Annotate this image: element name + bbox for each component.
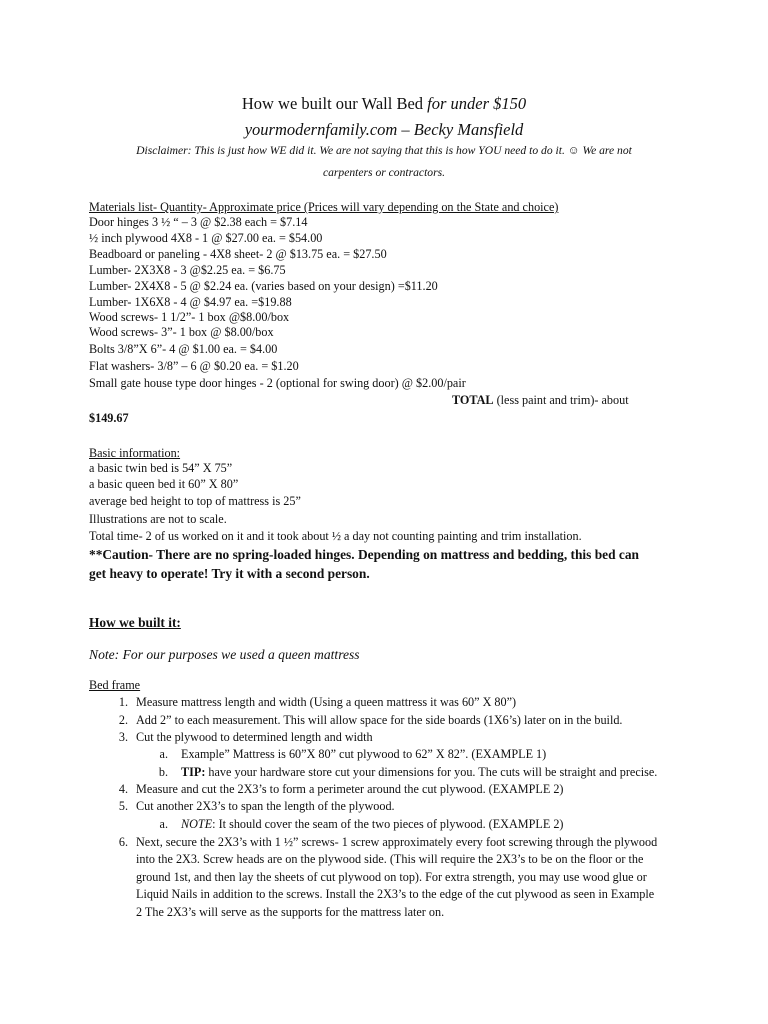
material-item: Lumber- 1X6X8 - 4 @ $4.97 ea. =$19.88 bbox=[89, 295, 292, 309]
step-text: Measure and cut the 2X3’s to form a perimeter around the cut plywood. (EXAMPLE 2) bbox=[136, 782, 564, 796]
note-label: NOTE bbox=[181, 817, 213, 831]
step-text: Add 2” to each measurement. This will allow space for the side boards (1X6’s) later on in the build. bbox=[136, 713, 623, 727]
substep-letter: b. bbox=[158, 765, 168, 779]
substep-letter: a. bbox=[159, 817, 168, 831]
substep-text: have your hardware store cut your dimensions for you. The cuts will be straight and precise. bbox=[205, 765, 658, 779]
step-number: 5. bbox=[118, 799, 128, 813]
basic-info-line: a basic queen bed it 60” X 80” bbox=[89, 477, 239, 491]
substep-body bbox=[181, 817, 564, 832]
material-item: Lumber- 2X3X8 - 3 @$2.25 ea. = $6.75 bbox=[89, 263, 286, 277]
how-heading: How we built it: bbox=[89, 615, 181, 630]
basic-info-line: a basic twin bed is 54” X 75” bbox=[89, 461, 233, 475]
step-number: 2. bbox=[118, 713, 128, 727]
total-value: $149.67 bbox=[89, 411, 129, 425]
basic-info-line: Illustrations are not to scale. bbox=[89, 512, 227, 526]
substep-text: Example” Mattress is 60”X 80” cut plywood to 62” X 82”. (EXAMPLE 1) bbox=[181, 747, 547, 761]
material-item: Door hinges 3 ½ “ – 3 @ $2.38 each = $7.14 bbox=[89, 215, 308, 229]
byline: yourmodernfamily.com – Becky Mansfield bbox=[244, 120, 524, 139]
substep-letter: a. bbox=[159, 747, 168, 761]
step-number: 3. bbox=[118, 730, 128, 744]
substep-body bbox=[181, 765, 657, 780]
material-item: Wood screws- 1 1/2”- 1 box @$8.00/box bbox=[89, 310, 290, 324]
queen-note: Note: For our purposes we used a queen mattress bbox=[89, 647, 360, 662]
step-text: Cut another 2X3’s to span the length of the plywood. bbox=[136, 799, 395, 813]
substep-text: : It should cover the seam of the two pieces of plywood. (EXAMPLE 2) bbox=[212, 817, 564, 831]
step-6-continued: Liquid Nails in addition to the screws. Install the 2X3’s to the edge of the cut plywood as seen in Example bbox=[136, 887, 655, 901]
disclaimer-line-1: Disclaimer: This is just how WE did it. We are not saying that this is how YOU need to do it. ☺ We are not bbox=[136, 144, 632, 157]
total-text: (less paint and trim)- about bbox=[493, 393, 629, 407]
caution-line-1: **Caution- There are no spring-loaded hinges. Depending on mattress and bedding, this bed can bbox=[89, 547, 639, 562]
basic-info-line: Total time- 2 of us worked on it and it took about ½ a day not counting painting and trim installation. bbox=[89, 529, 582, 543]
basic-info-line: average bed height to top of mattress is 25” bbox=[89, 494, 301, 508]
material-item: Wood screws- 3”- 1 box @ $8.00/box bbox=[89, 325, 274, 339]
step-6-continued: ground 1st, and then lay the sheets of cut plywood on top). For extra strength, you may use wood glue or bbox=[136, 870, 647, 884]
title-main: How we built our Wall Bed bbox=[241, 94, 428, 113]
bed-frame-header: Bed frame bbox=[89, 678, 141, 692]
material-item: ½ inch plywood 4X8 - 1 @ $27.00 ea. = $54.00 bbox=[89, 231, 323, 245]
materials-header: Materials list- Quantity- Approximate price (Prices will vary depending on the State and choice) bbox=[89, 200, 559, 214]
step-number: 1. bbox=[118, 695, 128, 709]
caution-line-2: get heavy to operate! Try it with a second person. bbox=[89, 566, 370, 581]
disclaimer-line-2: carpenters or contractors. bbox=[322, 166, 446, 179]
total-label: TOTAL bbox=[452, 393, 494, 407]
material-item: Flat washers- 3/8” – 6 @ $0.20 ea. = $1.20 bbox=[89, 359, 299, 373]
material-item: Lumber- 2X4X8 - 5 @ $2.24 ea. (varies based on your design) =$11.20 bbox=[89, 279, 438, 293]
basic-info-header: Basic information: bbox=[89, 446, 181, 460]
step-6-continued: into the 2X3. Screw heads are on the plywood side. (This will require the 2X3’s to be on the floor or the bbox=[136, 852, 644, 866]
material-item: Beadboard or paneling - 4X8 sheet- 2 @ $13.75 ea. = $27.50 bbox=[89, 247, 387, 261]
title-emphasis: for under $150 bbox=[427, 94, 527, 113]
total-line bbox=[452, 393, 629, 408]
material-item: Small gate house type door hinges - 2 (optional for swing door) @ $2.00/pair bbox=[89, 376, 466, 390]
step-text: Measure mattress length and width (Using a queen mattress it was 60” X 80”) bbox=[136, 695, 517, 709]
tip-label: TIP: bbox=[181, 765, 206, 779]
document-title bbox=[0, 94, 768, 114]
step-6-continued: 2 The 2X3’s will serve as the supports for the mattress later on. bbox=[136, 905, 445, 919]
step-text: Next, secure the 2X3’s with 1 ½” screws- 1 screw approximately every foot screwing through the plywood bbox=[136, 835, 658, 849]
step-number: 6. bbox=[118, 835, 128, 849]
step-text: Cut the plywood to determined length and width bbox=[136, 730, 373, 744]
step-number: 4. bbox=[118, 782, 128, 796]
material-item: Bolts 3/8”X 6”- 4 @ $1.00 ea. = $4.00 bbox=[89, 342, 278, 356]
